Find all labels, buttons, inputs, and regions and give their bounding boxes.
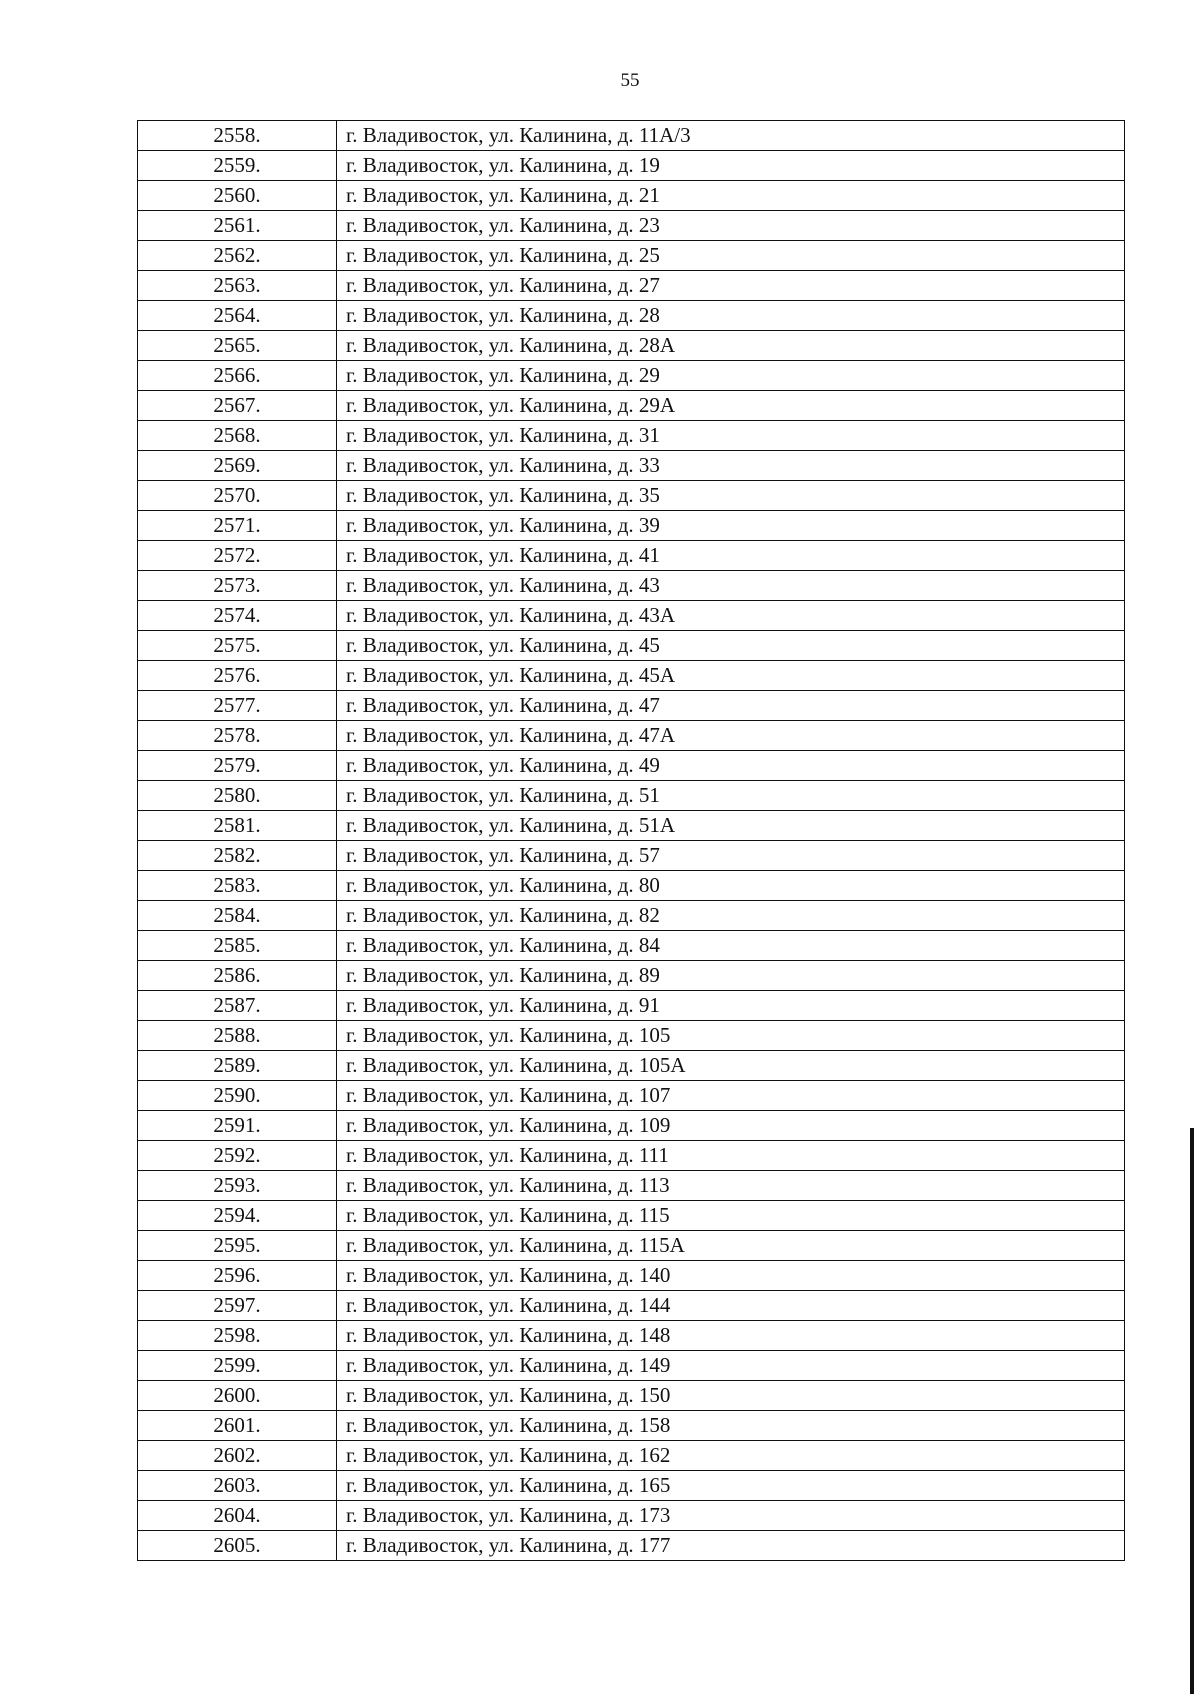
- row-number-cell: 2597.: [138, 1291, 337, 1321]
- address-cell: г. Владивосток, ул. Калинина, д. 148: [337, 1321, 1125, 1351]
- address-cell: г. Владивосток, ул. Калинина, д. 158: [337, 1411, 1125, 1441]
- table-row: [138, 181, 1125, 211]
- address-cell: г. Владивосток, ул. Калинина, д. 25: [337, 241, 1125, 271]
- row-number-cell: 2603.: [138, 1471, 337, 1501]
- table-row: [138, 421, 1125, 451]
- row-number-cell: 2558.: [138, 121, 337, 151]
- address-cell: г. Владивосток, ул. Калинина, д. 144: [337, 1291, 1125, 1321]
- row-number-cell: 2584.: [138, 901, 337, 931]
- address-cell: г. Владивосток, ул. Калинина, д. 111: [337, 1141, 1125, 1171]
- row-number-cell: 2587.: [138, 991, 337, 1021]
- address-cell: г. Владивосток, ул. Калинина, д. 39: [337, 511, 1125, 541]
- address-cell: г. Владивосток, ул. Калинина, д. 28: [337, 301, 1125, 331]
- table-row: [138, 331, 1125, 361]
- row-number-cell: 2602.: [138, 1441, 337, 1471]
- table-row: [138, 871, 1125, 901]
- row-number-cell: 2589.: [138, 1051, 337, 1081]
- address-cell: г. Владивосток, ул. Калинина, д. 35: [337, 481, 1125, 511]
- row-number-cell: 2574.: [138, 601, 337, 631]
- table-row: [138, 991, 1125, 1021]
- row-number-cell: 2559.: [138, 151, 337, 181]
- row-number-cell: 2570.: [138, 481, 337, 511]
- table-row: [138, 661, 1125, 691]
- table-row: [138, 811, 1125, 841]
- address-cell: г. Владивосток, ул. Калинина, д. 91: [337, 991, 1125, 1021]
- row-number-cell: 2601.: [138, 1411, 337, 1441]
- address-cell: г. Владивосток, ул. Калинина, д. 105: [337, 1021, 1125, 1051]
- table-row: [138, 1501, 1125, 1531]
- table-row: [138, 241, 1125, 271]
- table-row: [138, 841, 1125, 871]
- table-row: [138, 1171, 1125, 1201]
- table-row: [138, 1111, 1125, 1141]
- address-cell: г. Владивосток, ул. Калинина, д. 109: [337, 1111, 1125, 1141]
- row-number-cell: 2580.: [138, 781, 337, 811]
- row-number-cell: 2598.: [138, 1321, 337, 1351]
- row-number-cell: 2595.: [138, 1231, 337, 1261]
- row-number-cell: 2560.: [138, 181, 337, 211]
- row-number-cell: 2604.: [138, 1501, 337, 1531]
- row-number-cell: 2572.: [138, 541, 337, 571]
- row-number-cell: 2600.: [138, 1381, 337, 1411]
- table-row: [138, 631, 1125, 661]
- table-row: [138, 1081, 1125, 1111]
- table-row: [138, 271, 1125, 301]
- table-row: [138, 961, 1125, 991]
- address-cell: г. Владивосток, ул. Калинина, д. 57: [337, 841, 1125, 871]
- table-row: [138, 1531, 1125, 1561]
- row-number-cell: 2576.: [138, 661, 337, 691]
- row-number-cell: 2588.: [138, 1021, 337, 1051]
- address-cell: г. Владивосток, ул. Калинина, д. 84: [337, 931, 1125, 961]
- address-cell: г. Владивосток, ул. Калинина, д. 47: [337, 691, 1125, 721]
- row-number-cell: 2593.: [138, 1171, 337, 1201]
- row-number-cell: 2605.: [138, 1531, 337, 1561]
- row-number-cell: 2592.: [138, 1141, 337, 1171]
- address-cell: г. Владивосток, ул. Калинина, д. 177: [337, 1531, 1125, 1561]
- table-row: [138, 1261, 1125, 1291]
- table-row: [138, 1201, 1125, 1231]
- table-row: [138, 391, 1125, 421]
- table-row: [138, 1291, 1125, 1321]
- table-row: [138, 361, 1125, 391]
- table-row: [138, 1231, 1125, 1261]
- table-row: [138, 511, 1125, 541]
- address-cell: г. Владивосток, ул. Калинина, д. 140: [337, 1261, 1125, 1291]
- row-number-cell: 2566.: [138, 361, 337, 391]
- address-cell: г. Владивосток, ул. Калинина, д. 80: [337, 871, 1125, 901]
- address-table: [137, 120, 1125, 1561]
- row-number-cell: 2575.: [138, 631, 337, 661]
- address-cell: г. Владивосток, ул. Калинина, д. 113: [337, 1171, 1125, 1201]
- table-row: [138, 121, 1125, 151]
- address-cell: г. Владивосток, ул. Калинина, д. 89: [337, 961, 1125, 991]
- address-cell: г. Владивосток, ул. Калинина, д. 27: [337, 271, 1125, 301]
- table-row: [138, 1141, 1125, 1171]
- address-cell: г. Владивосток, ул. Калинина, д. 11А/3: [337, 121, 1125, 151]
- row-number-cell: 2573.: [138, 571, 337, 601]
- address-cell: г. Владивосток, ул. Калинина, д. 51: [337, 781, 1125, 811]
- table-row: [138, 1411, 1125, 1441]
- address-cell: г. Владивосток, ул. Калинина, д. 43: [337, 571, 1125, 601]
- address-cell: г. Владивосток, ул. Калинина, д. 31: [337, 421, 1125, 451]
- table-row: [138, 691, 1125, 721]
- table-row: [138, 151, 1125, 181]
- table-row: [138, 721, 1125, 751]
- address-cell: г. Владивосток, ул. Калинина, д. 115: [337, 1201, 1125, 1231]
- scan-edge-mark: [1190, 1128, 1194, 1694]
- address-cell: г. Владивосток, ул. Калинина, д. 165: [337, 1471, 1125, 1501]
- row-number-cell: 2596.: [138, 1261, 337, 1291]
- row-number-cell: 2563.: [138, 271, 337, 301]
- row-number-cell: 2590.: [138, 1081, 337, 1111]
- row-number-cell: 2583.: [138, 871, 337, 901]
- table-row: [138, 571, 1125, 601]
- table-row: [138, 1441, 1125, 1471]
- row-number-cell: 2594.: [138, 1201, 337, 1231]
- row-number-cell: 2569.: [138, 451, 337, 481]
- address-cell: г. Владивосток, ул. Калинина, д. 45: [337, 631, 1125, 661]
- row-number-cell: 2565.: [138, 331, 337, 361]
- row-number-cell: 2582.: [138, 841, 337, 871]
- table-row: [138, 1021, 1125, 1051]
- address-cell: г. Владивосток, ул. Калинина, д. 107: [337, 1081, 1125, 1111]
- address-cell: г. Владивосток, ул. Калинина, д. 45А: [337, 661, 1125, 691]
- row-number-cell: 2577.: [138, 691, 337, 721]
- table-row: [138, 451, 1125, 481]
- address-cell: г. Владивосток, ул. Калинина, д. 19: [337, 151, 1125, 181]
- address-cell: г. Владивосток, ул. Калинина, д. 43А: [337, 601, 1125, 631]
- address-cell: г. Владивосток, ул. Калинина, д. 115А: [337, 1231, 1125, 1261]
- address-cell: г. Владивосток, ул. Калинина, д. 33: [337, 451, 1125, 481]
- address-cell: г. Владивосток, ул. Калинина, д. 47А: [337, 721, 1125, 751]
- address-cell: г. Владивосток, ул. Калинина, д. 41: [337, 541, 1125, 571]
- table-row: [138, 781, 1125, 811]
- row-number-cell: 2578.: [138, 721, 337, 751]
- address-cell: г. Владивосток, ул. Калинина, д. 162: [337, 1441, 1125, 1471]
- row-number-cell: 2581.: [138, 811, 337, 841]
- table-row: [138, 1381, 1125, 1411]
- address-cell: г. Владивосток, ул. Калинина, д. 23: [337, 211, 1125, 241]
- row-number-cell: 2562.: [138, 241, 337, 271]
- address-cell: г. Владивосток, ул. Калинина, д. 82: [337, 901, 1125, 931]
- row-number-cell: 2591.: [138, 1111, 337, 1141]
- row-number-cell: 2571.: [138, 511, 337, 541]
- address-cell: г. Владивосток, ул. Калинина, д. 49: [337, 751, 1125, 781]
- address-cell: г. Владивосток, ул. Калинина, д. 29: [337, 361, 1125, 391]
- row-number-cell: 2586.: [138, 961, 337, 991]
- table-row: [138, 541, 1125, 571]
- table-row: [138, 901, 1125, 931]
- address-cell: г. Владивосток, ул. Калинина, д. 150: [337, 1381, 1125, 1411]
- row-number-cell: 2599.: [138, 1351, 337, 1381]
- table-row: [138, 1321, 1125, 1351]
- table-row: [138, 1351, 1125, 1381]
- row-number-cell: 2567.: [138, 391, 337, 421]
- table-row: [138, 211, 1125, 241]
- row-number-cell: 2585.: [138, 931, 337, 961]
- table-row: [138, 601, 1125, 631]
- page-number: 55: [620, 70, 640, 91]
- row-number-cell: 2561.: [138, 211, 337, 241]
- address-cell: г. Владивосток, ул. Калинина, д. 173: [337, 1501, 1125, 1531]
- table-row: [138, 481, 1125, 511]
- table-row: [138, 931, 1125, 961]
- address-cell: г. Владивосток, ул. Калинина, д. 28А: [337, 331, 1125, 361]
- table-row: [138, 1471, 1125, 1501]
- address-table-body: [138, 121, 1125, 1561]
- address-cell: г. Владивосток, ул. Калинина, д. 51А: [337, 811, 1125, 841]
- address-cell: г. Владивосток, ул. Калинина, д. 21: [337, 181, 1125, 211]
- table-row: [138, 751, 1125, 781]
- table-row: [138, 301, 1125, 331]
- address-cell: г. Владивосток, ул. Калинина, д. 29А: [337, 391, 1125, 421]
- address-cell: г. Владивосток, ул. Калинина, д. 149: [337, 1351, 1125, 1381]
- row-number-cell: 2568.: [138, 421, 337, 451]
- address-cell: г. Владивосток, ул. Калинина, д. 105А: [337, 1051, 1125, 1081]
- table-row: [138, 1051, 1125, 1081]
- row-number-cell: 2579.: [138, 751, 337, 781]
- row-number-cell: 2564.: [138, 301, 337, 331]
